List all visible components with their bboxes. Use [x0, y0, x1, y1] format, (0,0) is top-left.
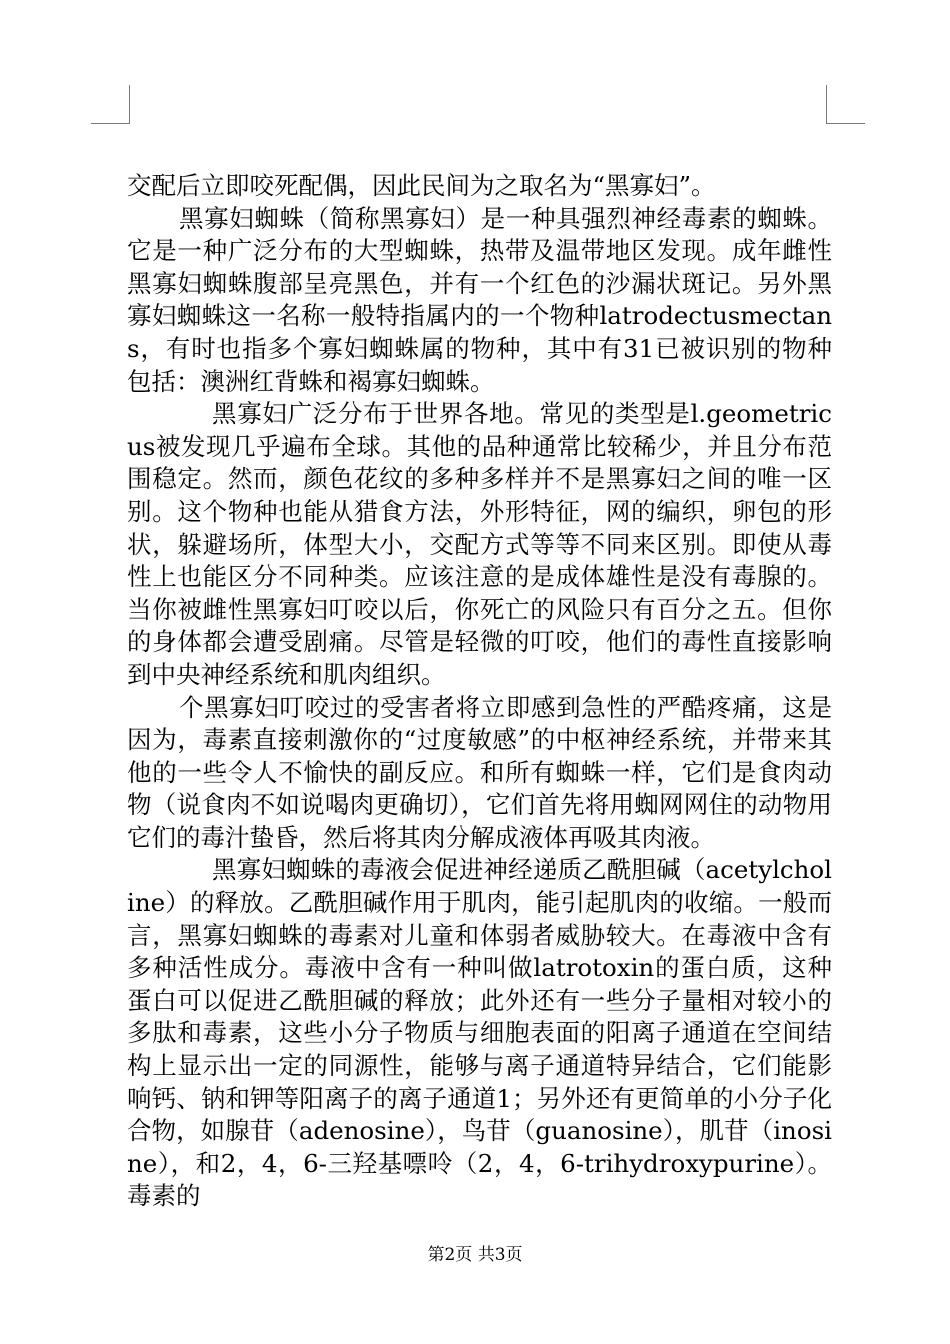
paragraph-bite-symptoms: 个黑寡妇叮咬过的受害者将立即感到急性的严酷疼痛，这是因为，毒素直接刺激你的“过度敏感”的中枢神经系统，并带来其他的一些令人不愉快的副反应。和所有蜘蛛一样，它们是食肉动物（说食肉不如说喝肉更确切），它们首先将用蜘网网住的动物用它们的毒汁蛰昏，然后将其肉分解成液体再吸其肉液。: [127, 692, 832, 852]
paragraph-venom: 黑寡妇蜘蛛的毒液会促进神经递质乙酰胆碱（acetylcholine）的释放。乙酰胆碱作用于肌肉，能引起肌肉的收缩。一般而言，黑寡妇蜘蛛的毒素对儿童和体弱者威胁较大。在毒液中含有多种活性成分。毒液中含有一种叫做latrotoxin的蛋白质，这种蛋白可以促进乙酰胆碱的释放；此外还有一些分子量相对较小的多肽和毒素，这些小分子物质与细胞表面的阳离子通道在空间结构上显示出一定的同源性，能够与离子通道特异结合，它们能影响钙、钠和钾等阳离子的离子通道1；另外还有更简单的小分子化合物，如腺苷（adenosine），鸟苷（guanosine），肌苷（inosine），和2，4，6-三羟基嘌呤（2，4，6-trihydroxypurine）。毒素的: [127, 855, 832, 1211]
paragraph-black-widow-intro: 黑寡妇蜘蛛（简称黑寡妇）是一种具强烈神经毒素的蜘蛛。它是一种广泛分布的大型蜘蛛，热带及温带地区发现。成年雌性黑寡妇蜘蛛腹部呈亮黑色，并有一个红色的沙漏状斑记。另外黑寡妇蜘蛛这一名称一般特指属内的一个物种latrodectusmectans，有时也指多个寡妇蜘蛛属的物种，其中有31已被识别的物种包括：澳洲红背蛛和褐寡妇蜘蛛。: [127, 203, 832, 396]
crop-mark-top-left: [91, 85, 130, 124]
paragraph-continuation: 交配后立即咬死配偶，因此民间为之取名为“黑寡妇”。: [127, 171, 716, 200]
paragraph-distribution: 黑寡妇广泛分布于世界各地。常见的类型是l.geometricus被发现几乎遍布全球。其他的品种通常比较稀少，并且分布范围稳定。然而，颜色花纹的多种多样并不是黑寡妇之间的唯一区别。这个物种也能从猎食方法，外形特征，网的编织，卵包的形状，躲避场所，体型大小，交配方式等等不同来区别。即使从毒性上也能区分不同种类。应该注意的是成体雄性是没有毒腺的。当你被雌性黑寡妇叮咬以后，你死亡的风险只有百分之五。但你的身体都会遭受剧痛。尽管是轻微的叮咬，他们的毒性直接影响到中央神经系统和肌肉组织。: [127, 399, 832, 689]
document-body: [127, 170, 832, 1213]
page-number: 第2页 共3页: [427, 1245, 523, 1265]
crop-mark-top-right: [826, 85, 865, 124]
